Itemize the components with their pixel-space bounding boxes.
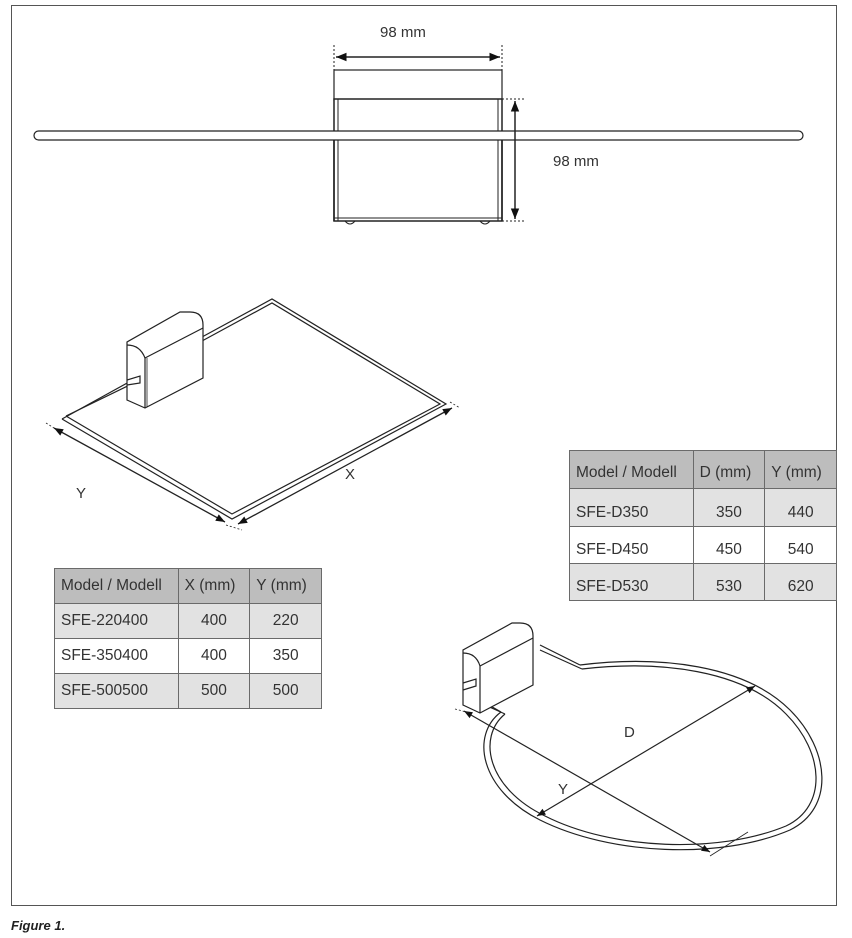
rect-element-drawing	[46, 299, 460, 530]
figure-caption: Figure 1.	[11, 918, 66, 933]
cell-model: SFE-D450	[570, 527, 694, 564]
cell-model: SFE-D350	[570, 489, 694, 527]
table-row	[55, 674, 322, 709]
table-row	[570, 564, 837, 601]
column-header-model: Model / Modell	[570, 451, 694, 489]
cell-x: 400	[178, 604, 250, 639]
cell-d: 530	[693, 564, 765, 601]
rect-y-label: Y	[76, 485, 87, 502]
round-element-drawing	[455, 623, 822, 856]
cell-y: 540	[765, 527, 837, 564]
table-header-row	[55, 569, 322, 604]
table-header-row	[570, 451, 837, 489]
column-header-model: Model / Modell	[55, 569, 179, 604]
cell-y: 220	[250, 604, 322, 639]
cell-y: 440	[765, 489, 837, 527]
top-view-drawing	[34, 45, 803, 224]
top-width-label: 98 mm	[380, 24, 426, 41]
rect-model-table	[54, 568, 322, 709]
round-model-table	[569, 450, 837, 601]
cell-model: SFE-350400	[55, 639, 179, 674]
cell-y: 500	[250, 674, 322, 709]
column-header-d: D (mm)	[693, 451, 765, 489]
cell-d: 450	[693, 527, 765, 564]
cell-model: SFE-D530	[570, 564, 694, 601]
cell-y: 620	[765, 564, 837, 601]
top-height-label: 98 mm	[553, 153, 599, 170]
table-row	[55, 604, 322, 639]
rect-x-label: X	[345, 466, 356, 483]
round-d-label: D	[624, 724, 635, 741]
column-header-y: Y (mm)	[250, 569, 322, 604]
cell-model: SFE-500500	[55, 674, 179, 709]
table-row	[570, 527, 837, 564]
column-header-x: X (mm)	[178, 569, 250, 604]
round-y-label: Y	[558, 781, 569, 798]
cell-x: 500	[178, 674, 250, 709]
column-header-y: Y (mm)	[765, 451, 837, 489]
cell-model: SFE-220400	[55, 604, 179, 639]
table-row	[55, 639, 322, 674]
table-row	[570, 489, 837, 527]
cell-d: 350	[693, 489, 765, 527]
cell-x: 400	[178, 639, 250, 674]
cell-y: 350	[250, 639, 322, 674]
